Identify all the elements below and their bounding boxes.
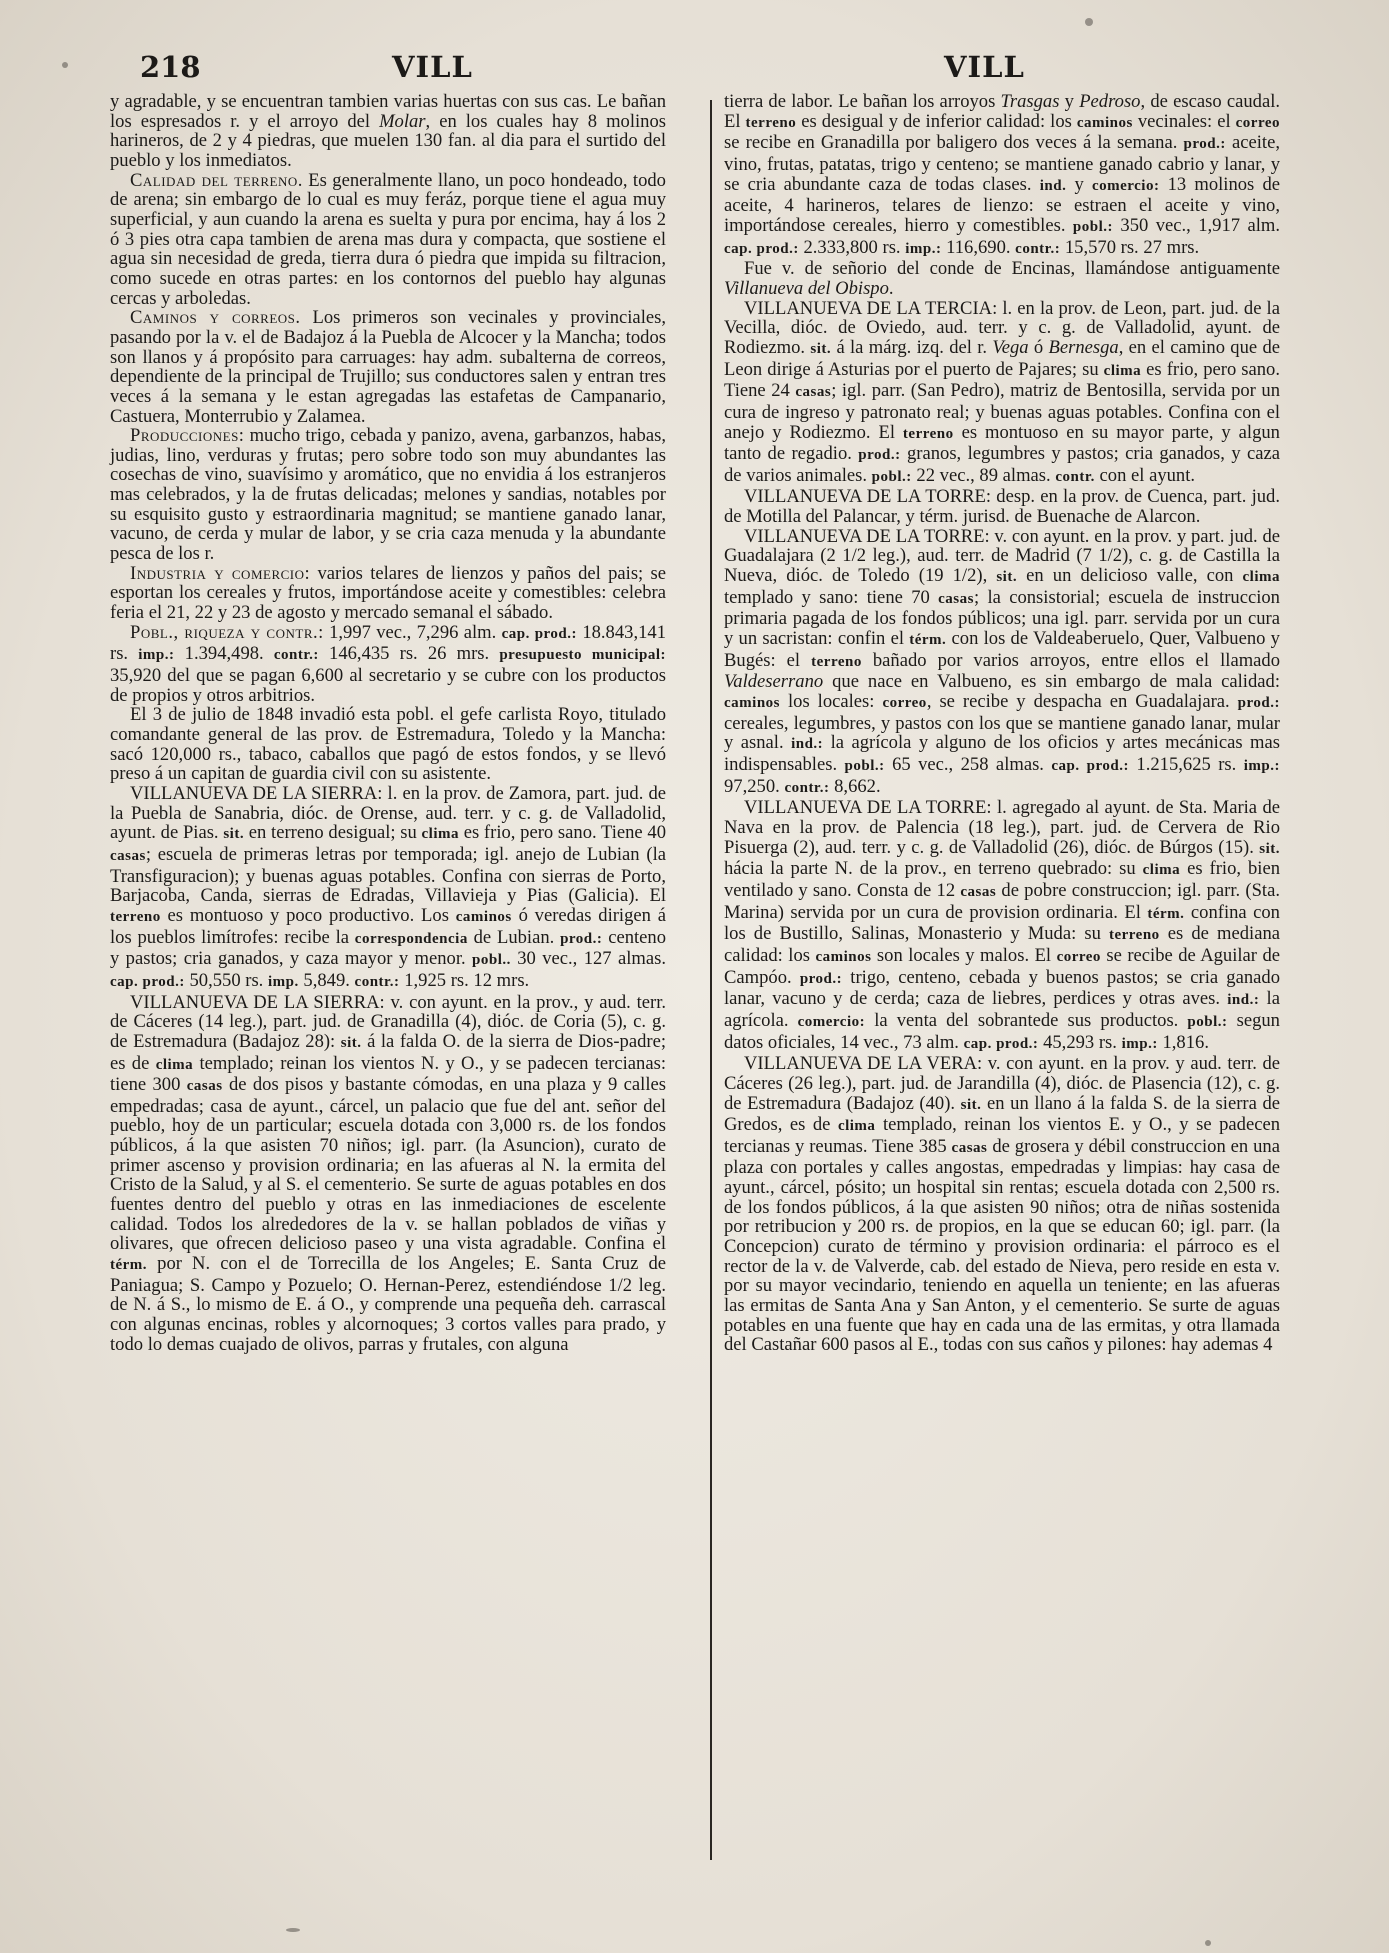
entry-heading: VILLANUEVA DE LA VERA: (744, 1053, 983, 1075)
running-head-left: VILL (392, 50, 473, 84)
styled-text: prod.: (858, 447, 901, 464)
text-run: son locales y malos. El (871, 944, 1057, 966)
text-run: 18.843,141 rs. (110, 621, 666, 665)
text-run: de dos pisos y bastante cómodas, en una plaza y 9 calles empedradas; casa de ayunt., cárcel, un palacio que fue del ant. señor del pueblo, hoy de un particular; escuela dotada con 3,000 rs. de los fondos públicos, á la que asisten 70 niños; igl. parr. (la Asuncion), curato de primer ascenso y provision ordinaria; en las afueras al N. la ermita del Cristo de la Salud, y al S. el cementerio. Se surte de aguas potables en dos fuentes dentro del pueblo y otras en las inmediaciones de escelente calidad. Todos los alrededores de la v. se hallan poblados de viñas y olivares, que ofrecen delicioso paseo y una vista agradable. Confina el (110, 1074, 667, 1255)
styled-text: térm. (1147, 905, 1185, 922)
styled-text: contr.: (1015, 240, 1061, 257)
paragraph (110, 993, 666, 1355)
styled-text: cap. prod.: (724, 240, 799, 257)
styled-text: ind.: (1227, 992, 1260, 1009)
running-head-right: VILL (944, 50, 1025, 84)
styled-text: pobl.: (1072, 218, 1113, 235)
styled-text: contr.: (273, 647, 319, 664)
styled-text: sit. (810, 340, 832, 357)
styled-text: casas (110, 847, 146, 864)
text-run: segun datos oficiales, 14 vec., 73 alm. (724, 1009, 1280, 1053)
paragraph (724, 487, 1280, 526)
text-run: la agrícola y alguno de los oficios y artes mecánicas mas indispensables. (724, 732, 1280, 775)
text-run: es montuoso y poco productivo. Los (160, 904, 456, 926)
styled-text: correo (1056, 948, 1101, 965)
styled-text: contr.: (354, 973, 400, 990)
entry-heading: VILLANUEVA DE LA TERCIA: (744, 297, 998, 319)
text-run: Fue v. de señorio del conde de Encinas, llamándose antiguamente (744, 258, 1280, 280)
text-run: 97,250. (724, 775, 785, 797)
styled-text: contr.: (784, 779, 830, 796)
text-run: y (1059, 91, 1080, 112)
styled-text: Trasgas (1000, 91, 1060, 112)
styled-text: clima (837, 1118, 876, 1135)
text-run: ó (1028, 336, 1049, 358)
styled-text: terreno (902, 425, 954, 442)
styled-text: pobl.: (871, 468, 912, 485)
styled-text: comercio: (1091, 177, 1160, 194)
text-run: en un llano á la falda S. de la sierra de Gredos, es de (724, 1092, 1280, 1136)
text-run: con los de Valdeaberuelo, Quer, Valbueno y Bugés: el (724, 628, 1280, 671)
text-run: 15,570 rs. 27 mrs. (1060, 236, 1200, 258)
styled-text: presupuesto municipal: (499, 647, 666, 664)
text-run: de Lubian. (467, 926, 561, 948)
entry-heading: VILLANUEVA DE LA TORRE: (744, 525, 990, 547)
styled-text: pobl.: (844, 758, 885, 774)
paragraph (724, 527, 1280, 799)
text-run: 1,997 vec., 7,296 alm. (323, 621, 502, 643)
styled-text: terreno (1108, 927, 1160, 944)
text-run: , de escaso caudal. El (724, 91, 1281, 132)
styled-text: imp.: (905, 240, 942, 257)
paragraph (110, 564, 666, 623)
styled-text: sit. (960, 1096, 982, 1113)
text-run: 1.215,625 rs. (1129, 754, 1244, 775)
paragraph (110, 784, 666, 993)
styled-text: ind.: (791, 736, 824, 753)
text-run: es frio, pero sano. Tiene 40 (459, 822, 666, 844)
styled-text: terreno (745, 114, 797, 131)
column-divider (710, 100, 712, 1860)
styled-text: pobl.. (472, 952, 511, 969)
styled-text: prod.: (799, 970, 843, 987)
styled-text: correo (882, 695, 927, 712)
paper-speck (62, 62, 68, 68)
text-run: confina con los de Bustillo, Salinas, Monasterio y Muda: su (724, 901, 1280, 945)
styled-text: imp.: (138, 647, 175, 664)
styled-text: terreno (110, 908, 161, 925)
entry-heading: VILLANUEVA DE LA TORRE: (744, 486, 992, 508)
text-run: 35,920 del que se pagan 6,600 al secretario y se cubre con los productos de propios y otros arbitrios. (110, 665, 666, 706)
text-run: se recibe en Granadilla por baligero dos veces á la semana. (724, 132, 1184, 154)
paper-speck (1205, 1940, 1211, 1946)
text-run: á la márg. izq. del r. (831, 336, 993, 358)
styled-text: sit. (996, 569, 1018, 586)
styled-text: térm. (110, 1257, 148, 1274)
styled-text: Bernesga (1048, 336, 1119, 358)
text-run: 5,849. (298, 969, 355, 991)
text-run: se recibe de Aguilar de Campóo. (724, 944, 1280, 988)
text-run: 45,293 rs. (1038, 1031, 1122, 1053)
styled-text: térm. (909, 632, 947, 649)
text-run: v. con ayunt. en la prov. y aud. terr. de Cáceres (26 leg.), part. jud. de Jarandilla (4), dióc. de Plasencia (12), c. g. de Estremadura (Badajoz (40). (724, 1053, 1280, 1114)
text-run: templado y sano: tiene 70 (724, 586, 939, 608)
text-run: que nace en Valbueno, es sin embargo de mala calidad: (823, 671, 1280, 693)
page-number: 218 (140, 50, 201, 84)
text-run: bañado por varios arroyos, entre ellos el llamado (861, 649, 1281, 671)
styled-text: cap. prod.: (110, 973, 185, 990)
text-run: 350 vec., 1,917 alm. (1113, 214, 1280, 236)
text-run: ; la consistorial; escuela de instruccion primaria pagada de los fondos públicos; una igl. parr. servida por un cura y un sacristan: confin el (724, 586, 1280, 650)
text-run: 22 vec., 89 almas. (911, 464, 1056, 486)
styled-text: comercio: (797, 1013, 866, 1030)
text-run: es desigual y de inferior calidad: los (796, 110, 1077, 132)
styled-text: Pedroso (1079, 91, 1141, 112)
styled-text: Producciones: (130, 425, 245, 447)
page-header (0, 50, 1389, 90)
text-run: y (1066, 173, 1092, 195)
styled-text: sit. (223, 826, 245, 843)
styled-text: casas (938, 590, 974, 607)
styled-text: correo (1235, 114, 1280, 131)
styled-text: prod.: (560, 930, 603, 947)
styled-text: caminos (815, 948, 872, 965)
styled-text: caminos (455, 908, 512, 925)
text-run: granos, legumbres y pastos; cria ganados, y caza de varios animales. (724, 443, 1281, 486)
text-run: varios telares de lienzos y paños del pais; se esportan los cereales y frutos, importándose aceite y comestibles: celebra feria el 21, 22 y 23 de agosto y mercado semanal el sábado. (110, 562, 667, 624)
styled-text: clima (421, 826, 460, 843)
styled-text: Calidad del terreno. (130, 169, 303, 191)
text-run: 1.394,498. (174, 643, 274, 665)
text-run: . (888, 277, 894, 299)
styled-text: sit. (1259, 840, 1280, 857)
text-run: es frio, pero sano. Tiene 24 (724, 358, 1280, 402)
text-run: ; igl. parr. (San Pedro), matriz de Bentosilla, servida por un cura de ingreso y patronato real; y buenas aguas potables. Confina con el anejo y Rodiezmo. El (724, 380, 1280, 443)
right-column (724, 92, 1280, 1355)
styled-text: Industria y comercio: (130, 562, 311, 584)
paper-speck (286, 1928, 300, 1932)
styled-text: prod.: (1183, 136, 1226, 153)
text-run: la agrícola. (724, 988, 1280, 1031)
text-run: en terreno desigual; su (244, 822, 422, 844)
paragraph (110, 705, 666, 784)
styled-text: casas (186, 1078, 223, 1095)
text-run: templado; reinan los vientos N. y O., y se padecen tercianas: tiene 300 (110, 1052, 666, 1096)
text-run: de pobre construccion; igl. parr. (Sta. Marina) servida por un cura de provision ordinaria. El (724, 879, 1280, 923)
text-run: El 3 de julio de 1848 invadió esta pobl. el gefe carlista Royo, titulado comandante general de las prov. de Estremadura, Toledo y la Mancha: sacó 120,000 rs., tabaco, caballos que pagó de estos fondos, y se llevó preso á un capitan de guardia civil con su asistente. (110, 704, 666, 785)
paragraph (724, 259, 1280, 298)
styled-text: imp.: (1243, 758, 1280, 774)
styled-text: sit. (340, 1034, 362, 1051)
entry-heading: VILLANUEVA DE LA SIERRA: (130, 782, 383, 804)
styled-text: cap. prod.: (963, 1035, 1039, 1052)
text-run: es frio, bien ventilado y sano. Consta de 12 (724, 858, 1280, 901)
styled-text: ind. (1039, 177, 1067, 194)
text-run: v. con ayunt. en la prov. y part. jud. de Guadalajara (2 1/2 leg.), aud. terr. de Madrid (7 1/2), c. g. de Castilla la Nueva, dióc. de Toledo (19 1/2), (724, 525, 1281, 587)
paragraph (724, 92, 1280, 259)
text-run: 13 molinos de aceite, 4 harineros, telares de lienzo: se estraen el aceite y vino, importándose cereales, hierro y comestibles. (724, 173, 1281, 236)
paragraph (110, 171, 666, 309)
text-run: 8,662. (829, 775, 881, 797)
styled-text: Pobl., riqueza y contr.: (130, 621, 324, 643)
paragraph (110, 623, 666, 706)
styled-text: caminos (1076, 114, 1133, 131)
text-run: es montuoso en su mayor parte, y algun tanto de regadio. (724, 421, 1280, 465)
styled-text: correspondencia (354, 930, 468, 947)
text-run: aceite, vino, frutas, patatas, trigo y centeno; se mantiene ganado cabrio y lanar, y se cria abundante caza de todas clases. (724, 132, 1280, 195)
text-run: 146,435 rs. 26 mrs. (318, 643, 500, 665)
styled-text: Villanueva del Obispo (724, 277, 889, 299)
text-run: ó veredas dirigen á los pueblos limítrofes: recibe la (110, 904, 667, 948)
text-run: l. en la prov. de Zamora, part. jud. de la Puebla de Sanabria, dióc. de Orense, aud. terr. y c. g. de Valladolid, ayunt. de Pias. (110, 782, 667, 844)
styled-text: imp.: (1121, 1035, 1158, 1052)
text-run: v. con ayunt. en la prov., y aud. terr. de Cáceres (14 leg.), part. jud. de Granadilla (4), dióc. de Coria (5), c. g. de Estremadura (Badajoz 28): (110, 991, 667, 1052)
text-run: á la falda O. de la sierra de Dios-padre; es de (110, 1030, 666, 1074)
text-run: , en los cuales hay 8 molinos harineros, de 2 y 4 piedras, que muelen 130 fan. al dia para el surtido del pueblo y los inmediatos. (110, 110, 666, 171)
styled-text: Molar (379, 110, 426, 132)
text-run: 116,690. (941, 236, 1016, 258)
text-run: Los primeros son vecinales y provinciales, pasando por la v. el de Badajoz á la Puebla de Alcocer y la Mancha; todos son llanos y á propósito para carruages: hay adm. subalterna de correos, dependiente de la principal de Trujillo; sus conductores salen y entran tres veces á la semana y le estan agregadas las estafetas de Campanario, Castuera, Monterrubio y Zalamea. (110, 307, 666, 427)
text-run: 2.333,800 rs. (798, 236, 906, 258)
text-run: 50,550 rs. (184, 969, 268, 991)
left-column (110, 92, 666, 1354)
styled-text: cap. prod.: (1051, 758, 1129, 774)
styled-text: casas (795, 384, 832, 401)
styled-text: clima (1142, 862, 1181, 879)
text-run: , en el camino que de Leon dirige á Asturias por el puerto de Pajares; su (724, 336, 1281, 380)
styled-text: caminos (724, 695, 780, 712)
paragraph (110, 308, 666, 426)
text-run: vecinales: el (1132, 110, 1236, 132)
entry-heading: VILLANUEVA DE LA TORRE: (744, 797, 992, 819)
text-run: mucho trigo, cebada y panizo, avena, garbanzos, habas, judias, lino, verduras y frutas; pero sobre todo son muy abundantes las cosechas de vino, suavísimo y aromático, que no envidia á los estranjeros mas celebrados, y la de frutas delicadas; melones y sandias, notables por su esquisito gusto y estraordinaria magnitud; se mantiene ganado lanar, vacuno, de cerda y mular de labor, y se cria caza menuda y la abundante pesca de los r. (110, 425, 666, 565)
styled-text: casas (951, 1139, 988, 1156)
styled-text: Vega (992, 336, 1029, 358)
paragraph (724, 299, 1280, 488)
styled-text: Valdeserrano (724, 671, 824, 693)
styled-text: casas (960, 883, 997, 900)
paper-speck (1085, 18, 1093, 26)
text-run: 30 vec., 127 almas. (510, 948, 666, 970)
text-run: 1,816. (1157, 1031, 1209, 1053)
text-run: por N. con el de Torrecilla de los Angeles; E. Santa Cruz de Paniagua; S. Campo y Pozuelo; O. Hernan-Perez, estendiéndose 1/2 leg. de N. á S., lo mismo de E. á O., y comprende una pequeña deh. carrascal con algunas encinas, robles y alcornoques; 3 cortos valles para prado, y todo lo demas cuajado de olivos, parras y frutales, con alguna (110, 1253, 666, 1355)
text-run: en un delicioso valle, con (1017, 565, 1243, 587)
text-run: de grosera y débil construccion en una plaza con portales y calles angostas, empedradas y limpias: hay casa de ayunt., cárcel, pósito; un hospital sin rentas; escuela dotada con 2,500 rs. de los fondos públicos, á la que asisten 90 niños; otra de niñas sostenida por retribucion y 200 rs. de propios, en la que se educan 60; igl. parr. (la Concepcion) curato de término y provision ordinaria: el párroco es el rector de la v. de Valverde, cab. del estado de Nieva, pero reside en esta v. por su mayor vecindario, teniendo en aquella un teniente; en las afueras las ermitas de Santa Ana y San Anton, y el cementerio. Se surte de aguas potables en una fuente que hay en cada una de las ermitas, y otra llamada del Castañar 600 pasos al E., todas con sus caños y pilones: hay ademas 4 (724, 1135, 1280, 1356)
text-run: 65 vec., 258 almas. (884, 754, 1052, 775)
text-run: con el ayunt. (1094, 464, 1196, 486)
styled-text: clima (155, 1056, 194, 1073)
styled-text: pobl.: (1187, 1013, 1228, 1030)
paragraph (110, 92, 666, 171)
text-run: Es generalmente llano, un poco hondeado, todo de arena; sin embargo de lo cual es muy feráz, porque tiene el agua muy superficial, y aun cuando la arena es suelta y pura por encima, hay á los 2 ó 3 pies otra capa tambien de arena mas dura y compacta, que sostiene el agua sin necesidad de greda, tierra dura ó piedra que impida su filtracion, como sucede en otras partes: en los contornos del pueblo hay algunas cercas y arboledas. (110, 169, 666, 309)
styled-text: clima (1242, 569, 1280, 586)
paragraph (724, 798, 1280, 1054)
text-run: l. agregado al ayunt. de Sta. Maria de Nava en la prov. de Palencia (18 leg.), part. jud. de Cervera de Rio Pisuerga (2), aud. terr. y c. g. de Valladolid (26), dióc. de Búrgos (15). (724, 797, 1281, 858)
text-run: l. en la prov. de Leon, part. jud. de la Vecilla, dióc. de Oviedo, aud. terr. y c. g. de Valladolid, ayunt. de Rodiezmo. (724, 297, 1280, 358)
text-run: y agradable, y se encuentran tambien varias huertas con sus cas. Le bañan los espresados r. y el arroyo del (110, 91, 666, 132)
paragraph (110, 426, 666, 564)
paragraph (724, 1054, 1280, 1355)
styled-text: clima (1103, 362, 1142, 379)
text-run: ; escuela de primeras letras por temporada; igl. anejo de Lubian (la Transfiguracion); y buenas aguas potables. Confina con sierras de Porto, Barjacoba, Canda, sierras de Edradas, Villavieja y Pias (Galicia). El (110, 843, 666, 907)
text-run: la venta del sobrantede sus productos. (865, 1009, 1188, 1031)
styled-text: prod.: (1237, 695, 1280, 712)
text-run: trigo, centeno, cebada y buenos pastos; se cria ganado lanar, vacuno y de cerda; caza de liebres, perdices y otras aves. (724, 966, 1280, 1010)
styled-text: imp. (267, 973, 299, 990)
text-run: , se recibe y despacha en Guadalajara. (926, 691, 1238, 713)
text-run: templado, reinan los vientos E. y O., y se padecen tercianas y reumas. Tiene 385 (724, 1114, 1280, 1157)
text-run: es de mediana calidad: los (724, 923, 1280, 966)
styled-text: contr. (1055, 468, 1095, 485)
text-run: centeno y pastos; cria ganados, y caza mayor y menor. (110, 926, 667, 970)
text-run: tierra de labor. Le bañan los arroyos (724, 91, 1001, 112)
entry-heading: VILLANUEVA DE LA SIERRA: (130, 991, 385, 1013)
text-run: desp. en la prov. de Cuenca, part. jud. de Motilla del Palancar, y térm. jurisd. de Buenache de Alarcon. (724, 486, 1281, 528)
styled-text: terreno (811, 653, 862, 670)
text-run: hácia la parte N. de la prov., en terreno quebrado: su (724, 858, 1143, 880)
text-run: cereales, legumbres, y pastos con los que se mantiene ganado lanar, mular y asnal. (724, 712, 1280, 754)
text-run: 1,925 rs. 12 mrs. (399, 969, 530, 991)
styled-text: Caminos y correos. (130, 307, 301, 329)
styled-text: cap. prod.: (501, 625, 578, 642)
text-run: los locales: (780, 691, 883, 713)
